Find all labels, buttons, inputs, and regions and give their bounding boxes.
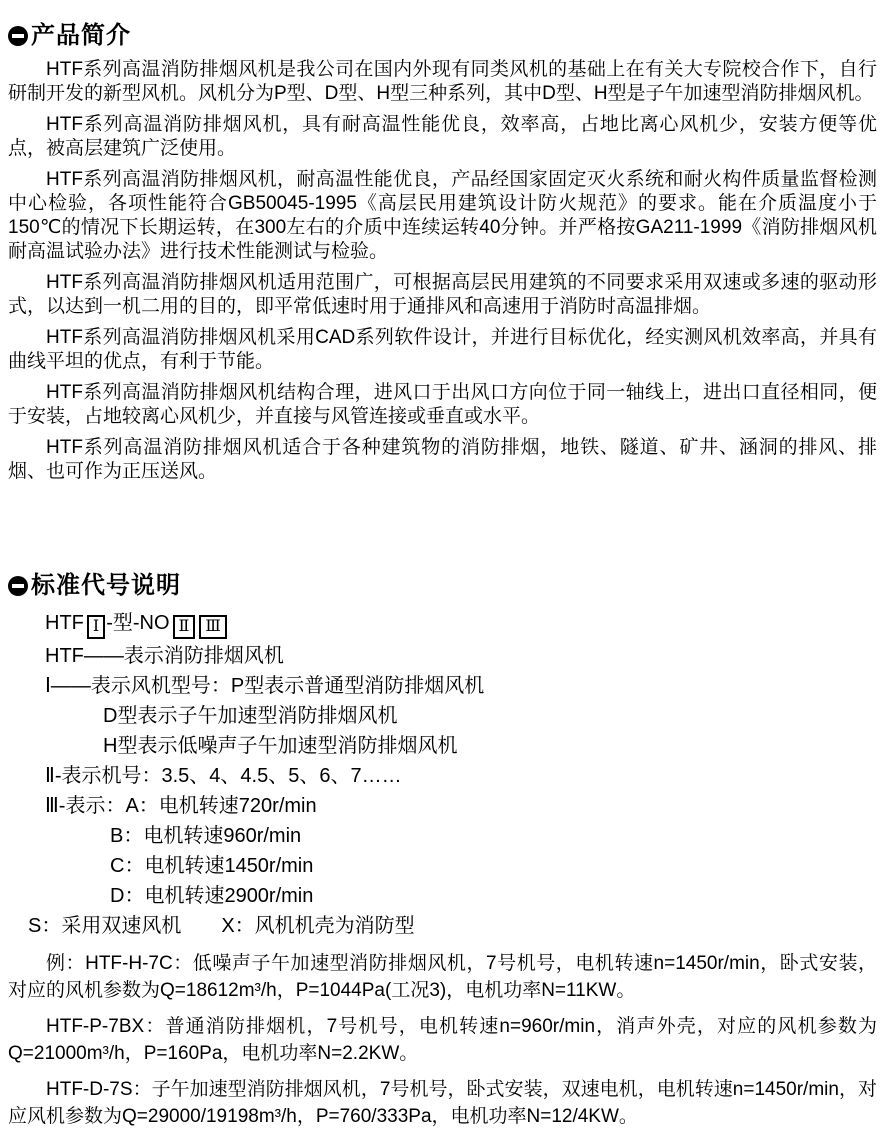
- minus-circle-icon: [8, 576, 28, 596]
- code-line-speed-c: C：电机转速1450r/min: [110, 855, 314, 877]
- minus-circle-icon: [8, 26, 28, 46]
- code-line-htf-meaning: HTF——表示消防排烟风机: [45, 645, 284, 667]
- intro-paragraph-3: HTF系列高温消防排烟风机，耐高温性能优良，产品经国家固定灭火系统和耐火构件质量监督检测中心检验，各项性能符合GB50045-1995《高层民用建筑设计防火规范》的要求。能在介质温度小于150℃的情况下长期运转，在300左右的介质中连续运转40分钟。并严格按GA211-1999《消防排烟风机耐高温试验办法》进行技术性能测试与检验。: [8, 169, 877, 262]
- code-line-numeral3-speed-a: Ⅲ-表示：A：电机转速720r/min: [45, 795, 317, 817]
- model-code-formula: [45, 608, 877, 639]
- section-heading-product-intro: [8, 22, 877, 50]
- code-line-type-h: H型表示低噪声子午加速型消防排烟风机: [103, 735, 458, 757]
- section-title-product-intro: 产品简介: [31, 22, 131, 49]
- section-title-code-explanation: 标准代号说明: [31, 572, 181, 599]
- section-heading-code-explanation: [8, 572, 877, 600]
- formula-mid: -型-NO: [106, 612, 170, 634]
- example-paragraph-3: HTF-D-7S：子午加速型消防排烟风机，7号机号，卧式安装，双速电机，电机转速n=1450r/min，对应风机参数为Q=29000/19198m³/h，P=760/333Pa，电机功率N=12/4KW。: [8, 1079, 877, 1127]
- code-line-numeral2-meaning: Ⅱ-表示机号：3.5、4、4.5、5、6、7……: [45, 765, 402, 787]
- formula-prefix: HTF: [45, 612, 84, 634]
- intro-paragraph-7: HTF系列高温消防排烟风机适合于各种建筑物的消防排烟，地铁、隧道、矿井、涵洞的排风、排烟、也可作为正压送风。: [8, 437, 877, 482]
- formula-box-1: Ⅰ: [87, 615, 105, 639]
- code-line-speed-b: B：电机转速960r/min: [110, 825, 302, 847]
- formula-box-2: Ⅱ: [173, 615, 196, 639]
- code-line-s-x-meaning: S：采用双速风机 X：风机机壳为消防型: [28, 915, 415, 937]
- intro-paragraph-2: HTF系列高温消防排烟风机，具有耐高温性能优良，效率高，占地比离心风机少，安装方便等优点，被高层建筑广泛使用。: [8, 114, 877, 159]
- formula-box-3: Ⅲ: [199, 615, 226, 639]
- intro-paragraph-5: HTF系列高温消防排烟风机采用CAD系列软件设计，并进行目标优化，经实测风机效率高，并具有曲线平坦的优点，有利于节能。: [8, 327, 877, 372]
- example-paragraph-1: 例：HTF-H-7C：低噪声子午加速型消防排烟风机，7号机号，电机转速n=1450r/min，卧式安装，对应的风机参数为Q=18612m³/h，P=1044Pa(工况3)，电机功率N=11KW。: [8, 953, 877, 1001]
- intro-paragraph-1: HTF系列高温消防排烟风机是我公司在国内外现有同类风机的基础上在有关大专院校合作下，自行研制开发的新型风机。风机分为P型、D型、H型三种系列，其中D型、H型是子午加速型消防排烟风机。: [8, 59, 877, 104]
- code-line-numeral1-meaning: Ⅰ——表示风机型号：P型表示普通型消防排烟风机: [45, 675, 485, 697]
- code-line-speed-d: D：电机转速2900r/min: [110, 885, 314, 907]
- code-line-type-d: D型表示子午加速型消防排烟风机: [103, 705, 398, 727]
- intro-paragraph-6: HTF系列高温消防排烟风机结构合理，进风口于出风口方向位于同一轴线上，进出口直径相同，便于安装，占地较离心风机少，并直接与风管连接或垂直或水平。: [8, 382, 877, 427]
- intro-paragraph-4: HTF系列高温消防排烟风机适用范围广，可根据高层民用建筑的不同要求采用双速或多速的驱动形式，以达到一机二用的目的，即平常低速时用于通排风和高速用于消防时高温排烟。: [8, 272, 877, 317]
- example-paragraph-2: HTF-P-7BX：普通消防排烟机，7号机号，电机转速n=960r/min，消声外壳，对应的风机参数为Q=21000m³/h，P=160Pa，电机功率N=2.2KW。: [8, 1016, 877, 1064]
